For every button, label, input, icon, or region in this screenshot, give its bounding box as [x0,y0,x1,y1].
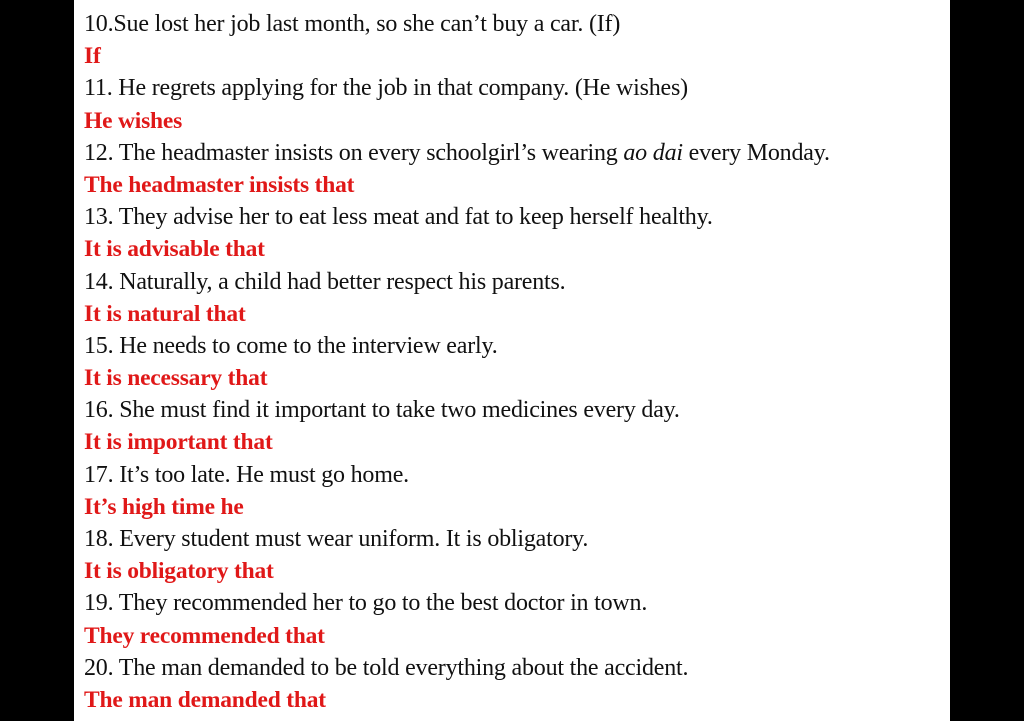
exercise-10-prompt: 10.Sue lost her job last month, so she can’t buy a car. (If) [84,11,621,37]
exercise-19-prompt: 19. They recommended her to go to the best doctor in town. [84,590,648,617]
exercise-10-answer: If [84,43,101,70]
exercise-15-answer: It is necessary that [84,365,268,392]
exercise-12-prompt [84,137,950,169]
exercise-18-answer: It is obligatory that [84,558,274,585]
exercise-14-answer: It is natural that [84,300,246,327]
exercise-12-prompt-italic: ao dai [623,139,683,166]
exercise-13-answer: It is advisable that [84,236,265,263]
exercise-14-prompt: 14. Naturally, a child had better respect his parents. [84,268,566,295]
exercise-12-prompt-start: 12. The headmaster insists on every schoolgirl’s wearing [84,139,624,166]
exercise-20-answer: The man demanded that [84,686,326,713]
exercise-12-answer: The headmaster insists that [84,171,355,198]
exercise-20-prompt: 20. The man demanded to be told everything about the accident. [84,654,689,681]
exercise-19-answer: They recommended that [84,622,325,649]
document-page [74,0,950,721]
exercise-list [74,0,950,716]
exercise-18-prompt: 18. Every student must wear uniform. It is obligatory. [84,526,589,552]
exercise-16-answer: It is important that [84,429,273,456]
exercise-15-prompt: 15. He needs to come to the interview early. [84,332,498,359]
exercise-13-prompt: 13. They advise her to eat less meat and fat to keep herself healthy. [84,204,713,231]
exercise-17-answer: It’s high time he [84,493,244,520]
exercise-11-answer: He wishes [84,107,183,134]
exercise-17-prompt: 17. It’s too late. He must go home. [84,461,409,488]
exercise-12-prompt-end: every Monday. [682,139,830,166]
exercise-16-prompt: 16. She must find it important to take two medicines every day. [84,397,680,424]
exercise-11-prompt: 11. He regrets applying for the job in that company. (He wishes) [84,75,688,102]
